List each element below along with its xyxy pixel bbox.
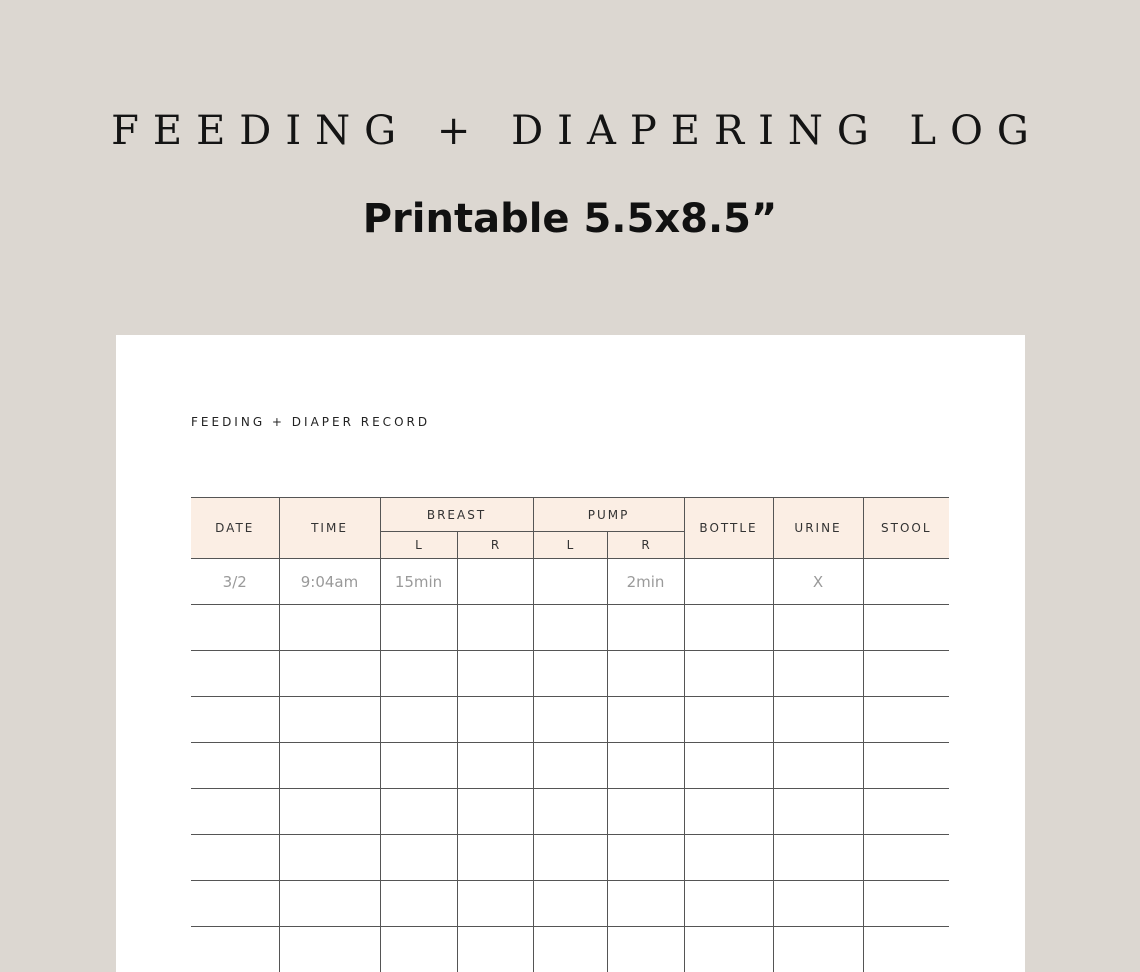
- cell-bottle: [684, 881, 773, 927]
- cell-breast-left: [380, 697, 457, 743]
- cell-date: [191, 743, 279, 789]
- column-header-pump-left: L: [533, 532, 607, 559]
- cell-urine: [773, 697, 863, 743]
- cell-breast-left: [380, 651, 457, 697]
- cell-date: [191, 651, 279, 697]
- table-row: [191, 881, 949, 927]
- cell-time: [279, 835, 380, 881]
- table-row: [191, 651, 949, 697]
- cell-stool: [863, 789, 949, 835]
- cell-breast-left: [380, 835, 457, 881]
- cell-pump-right: [607, 651, 684, 697]
- cell-pump-left: [533, 605, 607, 651]
- cell-pump-left: [533, 697, 607, 743]
- cell-breast-right: [457, 605, 533, 651]
- cell-bottle: [684, 789, 773, 835]
- cell-bottle: [684, 835, 773, 881]
- cell-pump-left: [533, 789, 607, 835]
- table-row: [191, 835, 949, 881]
- cell-stool: [863, 605, 949, 651]
- cell-bottle: [684, 651, 773, 697]
- cell-breast-right: [457, 835, 533, 881]
- cell-stool: [863, 743, 949, 789]
- cell-urine: [773, 743, 863, 789]
- cell-pump-right: [607, 835, 684, 881]
- log-table: [191, 497, 949, 972]
- cell-bottle: [684, 559, 773, 605]
- cell-stool: [863, 835, 949, 881]
- printable-sheet: [116, 335, 1025, 972]
- cell-urine: [773, 789, 863, 835]
- cell-pump-right: 2min: [607, 559, 684, 605]
- cell-time: [279, 927, 380, 972]
- column-header-bottle: BOTTLE: [684, 498, 773, 559]
- cell-breast-right: [457, 881, 533, 927]
- cell-urine: [773, 881, 863, 927]
- column-header-breast-right: R: [457, 532, 533, 559]
- cell-breast-left: [380, 605, 457, 651]
- cell-date: [191, 789, 279, 835]
- cell-stool: [863, 881, 949, 927]
- cell-pump-left: [533, 881, 607, 927]
- page-title: FEEDING + DIAPERING LOG: [111, 108, 1043, 154]
- table-row: [191, 789, 949, 835]
- column-header-breast-left: L: [380, 532, 457, 559]
- cell-breast-left: [380, 881, 457, 927]
- column-header-urine: URINE: [773, 498, 863, 559]
- cell-pump-left: [533, 927, 607, 972]
- sheet-title: FEEDING + DIAPER RECORD: [191, 415, 431, 429]
- cell-date: [191, 605, 279, 651]
- cell-time: [279, 789, 380, 835]
- cell-breast-right: [457, 927, 533, 972]
- cell-urine: [773, 927, 863, 972]
- cell-pump-right: [607, 605, 684, 651]
- cell-bottle: [684, 605, 773, 651]
- cell-breast-right: [457, 743, 533, 789]
- cell-breast-right: [457, 789, 533, 835]
- cell-breast-right: [457, 651, 533, 697]
- cell-breast-left: [380, 789, 457, 835]
- cell-time: [279, 651, 380, 697]
- table-row: [191, 559, 949, 605]
- cell-date: [191, 697, 279, 743]
- cell-pump-left: [533, 743, 607, 789]
- cell-breast-left: 15min: [380, 559, 457, 605]
- cell-time: [279, 605, 380, 651]
- cell-time: [279, 881, 380, 927]
- column-header-date: DATE: [191, 498, 279, 559]
- table-row: [191, 743, 949, 789]
- cell-urine: [773, 605, 863, 651]
- cell-pump-right: [607, 789, 684, 835]
- cell-date: [191, 881, 279, 927]
- cell-stool: [863, 927, 949, 972]
- cell-bottle: [684, 697, 773, 743]
- cell-stool: [863, 559, 949, 605]
- cell-pump-right: [607, 743, 684, 789]
- cell-bottle: [684, 927, 773, 972]
- cell-pump-right: [607, 927, 684, 972]
- log-table-body: [191, 559, 949, 972]
- cell-date: [191, 927, 279, 972]
- cell-stool: [863, 651, 949, 697]
- column-header-pump-right: R: [607, 532, 684, 559]
- cell-urine: [773, 651, 863, 697]
- cell-time: [279, 743, 380, 789]
- cell-date: 3/2: [191, 559, 279, 605]
- cell-breast-right: [457, 559, 533, 605]
- table-row: [191, 605, 949, 651]
- page-subtitle: Printable 5.5x8.5”: [362, 196, 778, 242]
- column-header-breast: BREAST: [380, 498, 533, 532]
- cell-pump-right: [607, 881, 684, 927]
- cell-breast-right: [457, 697, 533, 743]
- table-row: [191, 927, 949, 972]
- cell-pump-left: [533, 651, 607, 697]
- column-header-stool: STOOL: [863, 498, 949, 559]
- cell-breast-left: [380, 743, 457, 789]
- cell-urine: [773, 835, 863, 881]
- cell-time: 9:04am: [279, 559, 380, 605]
- column-header-pump: PUMP: [533, 498, 684, 532]
- cell-breast-left: [380, 927, 457, 972]
- table-row: [191, 697, 949, 743]
- cell-pump-left: [533, 835, 607, 881]
- cell-pump-right: [607, 697, 684, 743]
- cell-bottle: [684, 743, 773, 789]
- cell-urine: X: [773, 559, 863, 605]
- cell-stool: [863, 697, 949, 743]
- cell-time: [279, 697, 380, 743]
- cell-date: [191, 835, 279, 881]
- column-header-time: TIME: [279, 498, 380, 559]
- cell-pump-left: [533, 559, 607, 605]
